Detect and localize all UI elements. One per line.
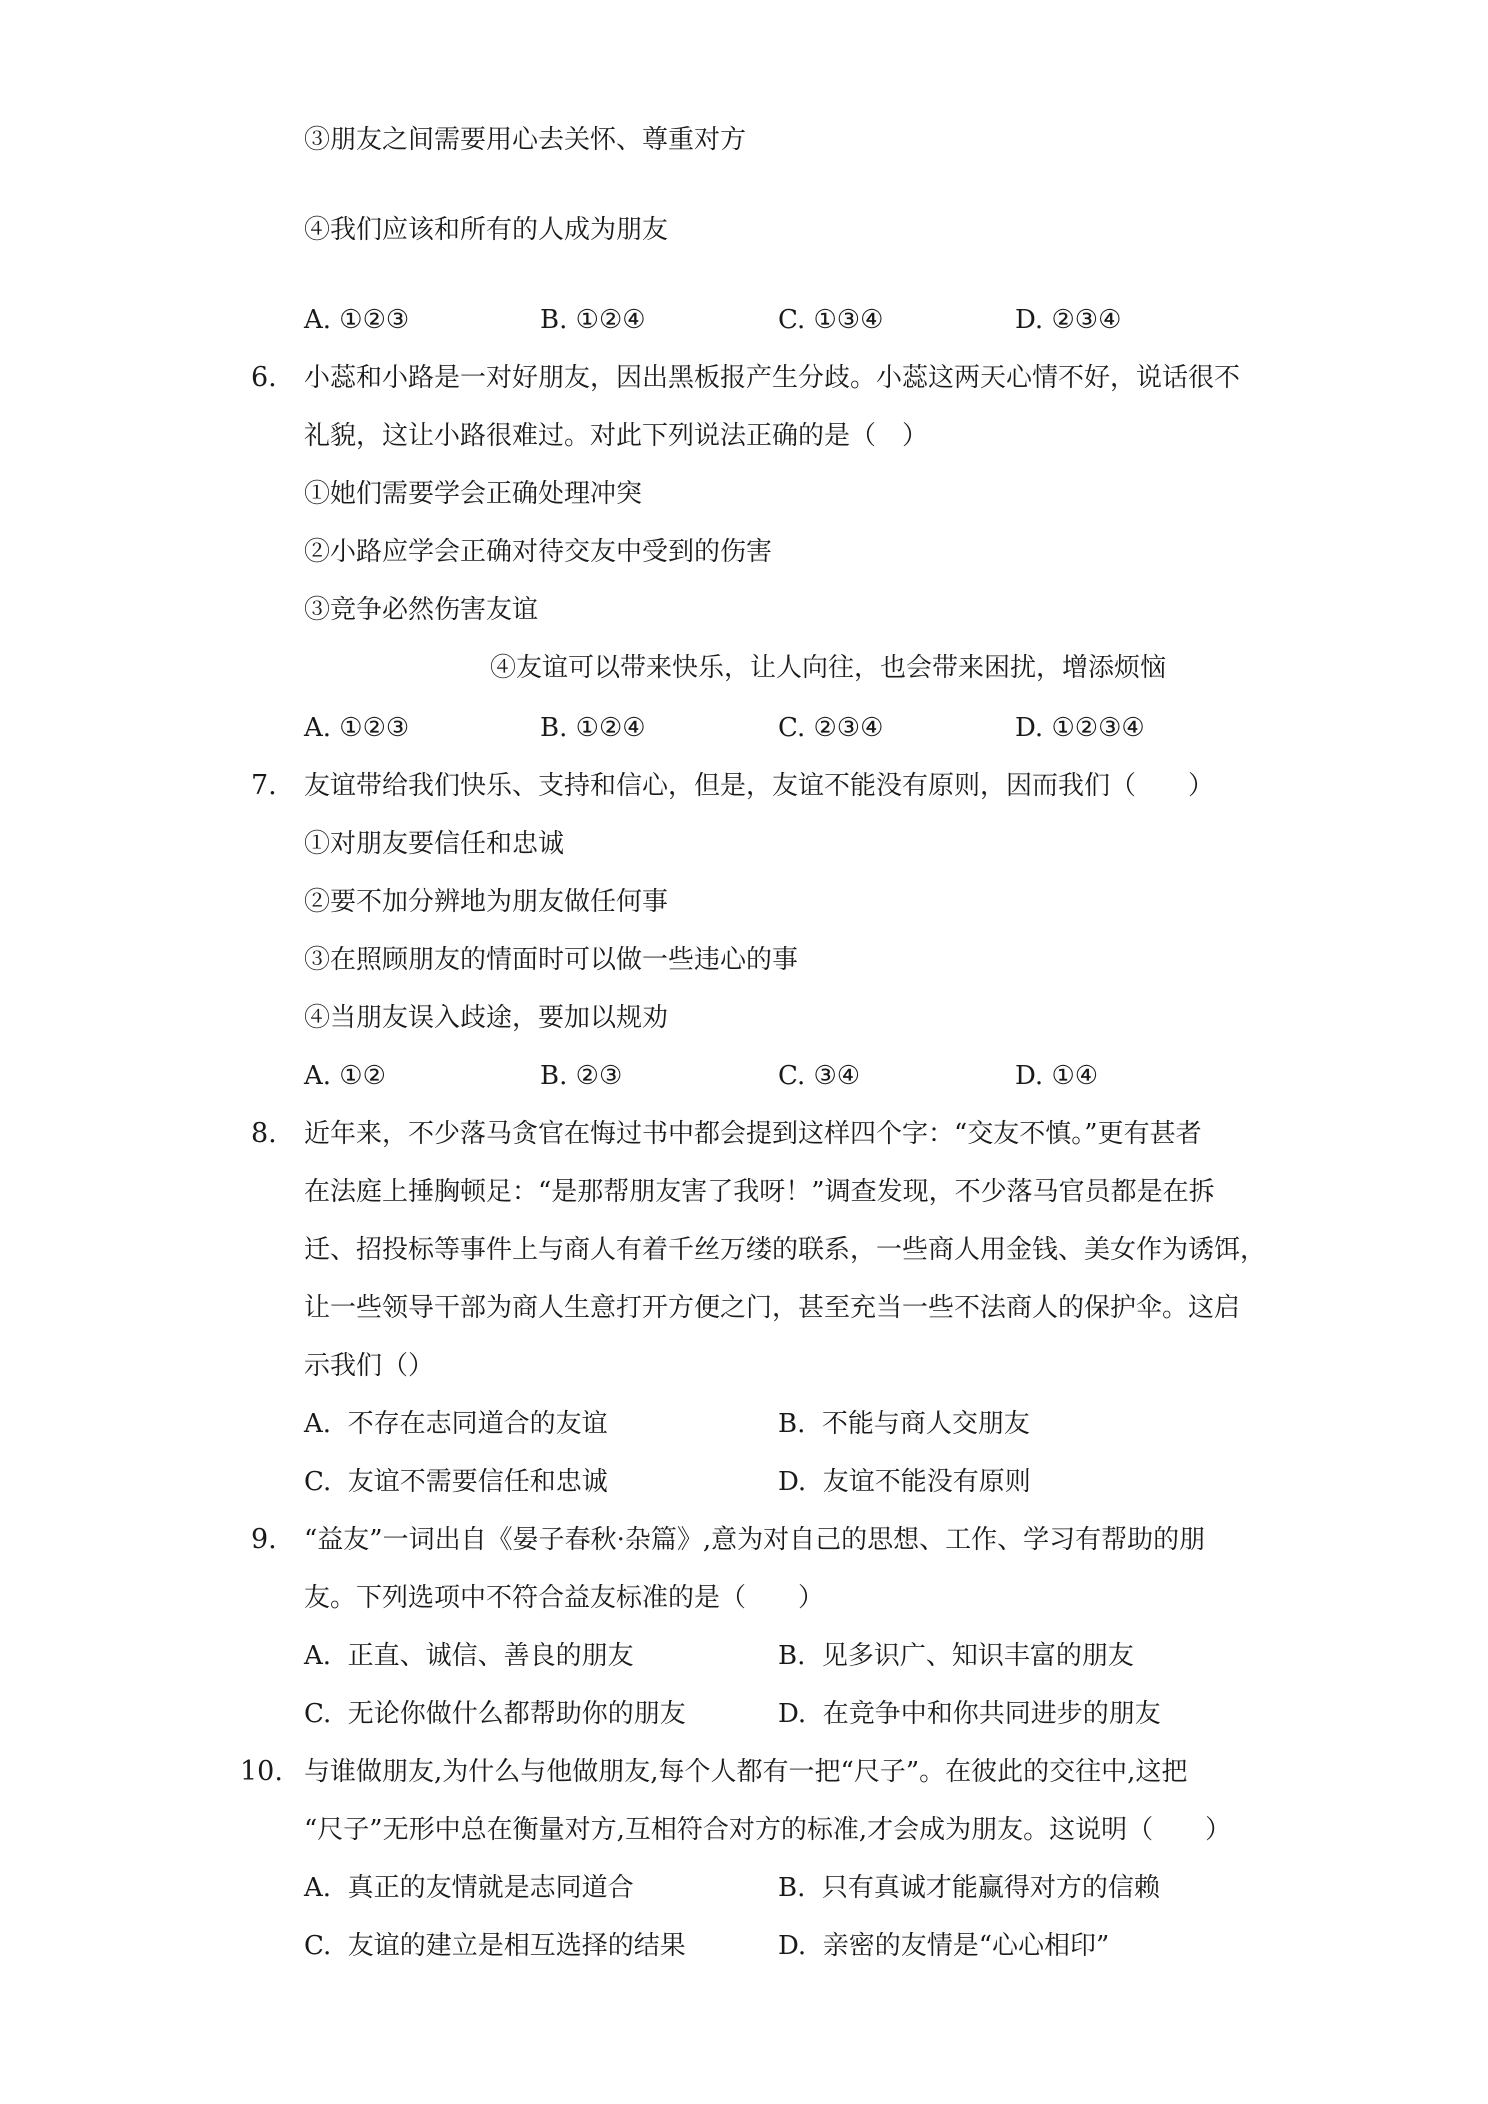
q10-option-a: [304, 1872, 634, 1904]
q5-option-a: A. ①②③: [304, 305, 410, 335]
q9-stem-line-1: “益友”一词出自《晏子春秋·杂篇》,意为对自己的思想、工作、学习有帮助的朋: [304, 1525, 1206, 1555]
q10-option-c: [304, 1930, 686, 1962]
q10-option-a-text: 真正的友情就是志同道合: [347, 1873, 634, 1903]
q5-option-b: B. ①②④: [540, 305, 646, 335]
q6-statement-3: ③竞争必然伤害友谊: [304, 595, 539, 625]
q9-option-d-letter: D.: [778, 1699, 807, 1729]
q10-stem-line-2: “尺子”无形中总在衡量对方,互相符合对方的标准,才会成为朋友。这说明（ ）: [304, 1815, 1232, 1845]
q9-option-c-text: 无论你做什么都帮助你的朋友: [347, 1699, 686, 1729]
q10-option-a-letter: A.: [304, 1873, 332, 1903]
q10-option-d-letter: D.: [778, 1931, 807, 1961]
q8-option-d-text: 友谊不能没有原则: [822, 1467, 1031, 1497]
q6-statement-2: ②小路应学会正确对待交友中受到的伤害: [304, 537, 773, 567]
q8-option-d: [778, 1466, 1031, 1498]
q7-statement-1: ①对朋友要信任和忠诚: [304, 829, 565, 859]
q7-option-b: B. ②③: [540, 1061, 623, 1091]
q9-option-d-text: 在竞争中和你共同进步的朋友: [822, 1699, 1161, 1729]
q7-statement-4: ④当朋友误入歧途，要加以规劝: [304, 1003, 669, 1033]
q10-option-b-text: 只有真诚才能赢得对方的信赖: [821, 1873, 1160, 1903]
q5-option-c: C. ①③④: [778, 305, 884, 335]
q8-stem-line-2: 在法庭上捶胸顿足：“是那帮朋友害了我呀！”调查发现，不少落马官员都是在拆: [304, 1177, 1215, 1207]
q8-stem-line-4: 让一些领导干部为商人生意打开方便之门，甚至充当一些不法商人的保护伞。这启: [304, 1293, 1241, 1323]
q9-option-a-text: 正直、诚信、善良的朋友: [347, 1641, 634, 1671]
q7-option-a: A. ①②: [304, 1061, 386, 1091]
q7-option-d: D. ①④: [1015, 1061, 1099, 1091]
q10-option-c-text: 友谊的建立是相互选择的结果: [347, 1931, 686, 1961]
q8-stem-line-3: 迁、招投标等事件上与商人有着千丝万缕的联系，一些商人用金钱、美女作为诱饵，: [304, 1235, 1267, 1265]
q8-option-d-letter: D.: [778, 1467, 807, 1497]
q6-option-c: C. ②③④: [778, 713, 884, 743]
q10-option-b-letter: B.: [778, 1873, 806, 1903]
q9-option-a-letter: A.: [304, 1641, 332, 1671]
q9-option-d: [778, 1698, 1161, 1730]
q7-statement-3: ③在照顾朋友的情面时可以做一些违心的事: [304, 945, 799, 975]
q8-option-a-letter: A.: [304, 1409, 332, 1439]
q6-option-b: B. ①②④: [540, 713, 646, 743]
q6-statement-4: ④友谊可以带来快乐，让人向往，也会带来困扰，增添烦恼: [490, 653, 1167, 683]
q8-option-c-letter: C.: [304, 1467, 332, 1497]
q8-option-c-text: 友谊不需要信任和忠诚: [347, 1467, 608, 1497]
q7-number: 7.: [251, 770, 277, 801]
q8-option-b-letter: B.: [778, 1409, 806, 1439]
q9-option-b-text: 见多识广、知识丰富的朋友: [821, 1641, 1134, 1671]
q6-stem-line-2: 礼貌，这让小路很难过。对此下列说法正确的是（ ）: [304, 421, 929, 451]
q6-statement-1: ①她们需要学会正确处理冲突: [304, 479, 643, 509]
q5-option-d: D. ②③④: [1015, 305, 1122, 335]
q7-stem-line-1: 友谊带给我们快乐、支持和信心，但是，友谊不能没有原则，因而我们（ ）: [304, 771, 1215, 801]
q10-number: 10.: [240, 1756, 283, 1787]
q8-number: 8.: [251, 1118, 277, 1149]
q10-stem-line-1: 与谁做朋友,为什么与他做朋友,每个人都有一把“尺子”。在彼此的交往中,这把: [304, 1757, 1188, 1787]
q5-statement-3: ③朋友之间需要用心去关怀、尊重对方: [304, 125, 747, 155]
q9-option-c-letter: C.: [304, 1699, 332, 1729]
q8-stem-line-5: 示我们（）: [304, 1351, 435, 1381]
q8-option-c: [304, 1466, 608, 1498]
q10-option-d-text: 亲密的友情是“心心相印”: [822, 1931, 1110, 1961]
q6-option-d: D. ①②③④: [1015, 713, 1145, 743]
q9-number: 9.: [251, 1524, 277, 1555]
q9-option-c: [304, 1698, 686, 1730]
q7-option-c: C. ③④: [778, 1061, 861, 1091]
q8-option-b: [778, 1408, 1030, 1440]
q9-option-a: [304, 1640, 634, 1672]
q8-option-a-text: 不存在志同道合的友谊: [347, 1409, 608, 1439]
q6-stem-line-1: 小蕊和小路是一对好朋友，因出黑板报产生分歧。小蕊这两天心情不好，说话很不: [304, 363, 1241, 393]
q9-option-b-letter: B.: [778, 1641, 806, 1671]
q10-option-b: [778, 1872, 1160, 1904]
q8-option-b-text: 不能与商人交朋友: [821, 1409, 1030, 1439]
q5-statement-4: ④我们应该和所有的人成为朋友: [304, 215, 669, 245]
q10-option-c-letter: C.: [304, 1931, 332, 1961]
q6-number: 6.: [251, 362, 277, 393]
q6-option-a: A. ①②③: [304, 713, 410, 743]
q8-option-a: [304, 1408, 608, 1440]
q9-option-b: [778, 1640, 1134, 1672]
q8-stem-line-1: 近年来，不少落马贪官在悔过书中都会提到这样四个字：“交友不慎。”更有甚者: [304, 1119, 1202, 1149]
q9-stem-line-2: 友。下列选项中不符合益友标准的是（ ）: [304, 1583, 825, 1613]
q7-statement-2: ②要不加分辨地为朋友做任何事: [304, 887, 669, 917]
q10-option-d: [778, 1930, 1109, 1962]
